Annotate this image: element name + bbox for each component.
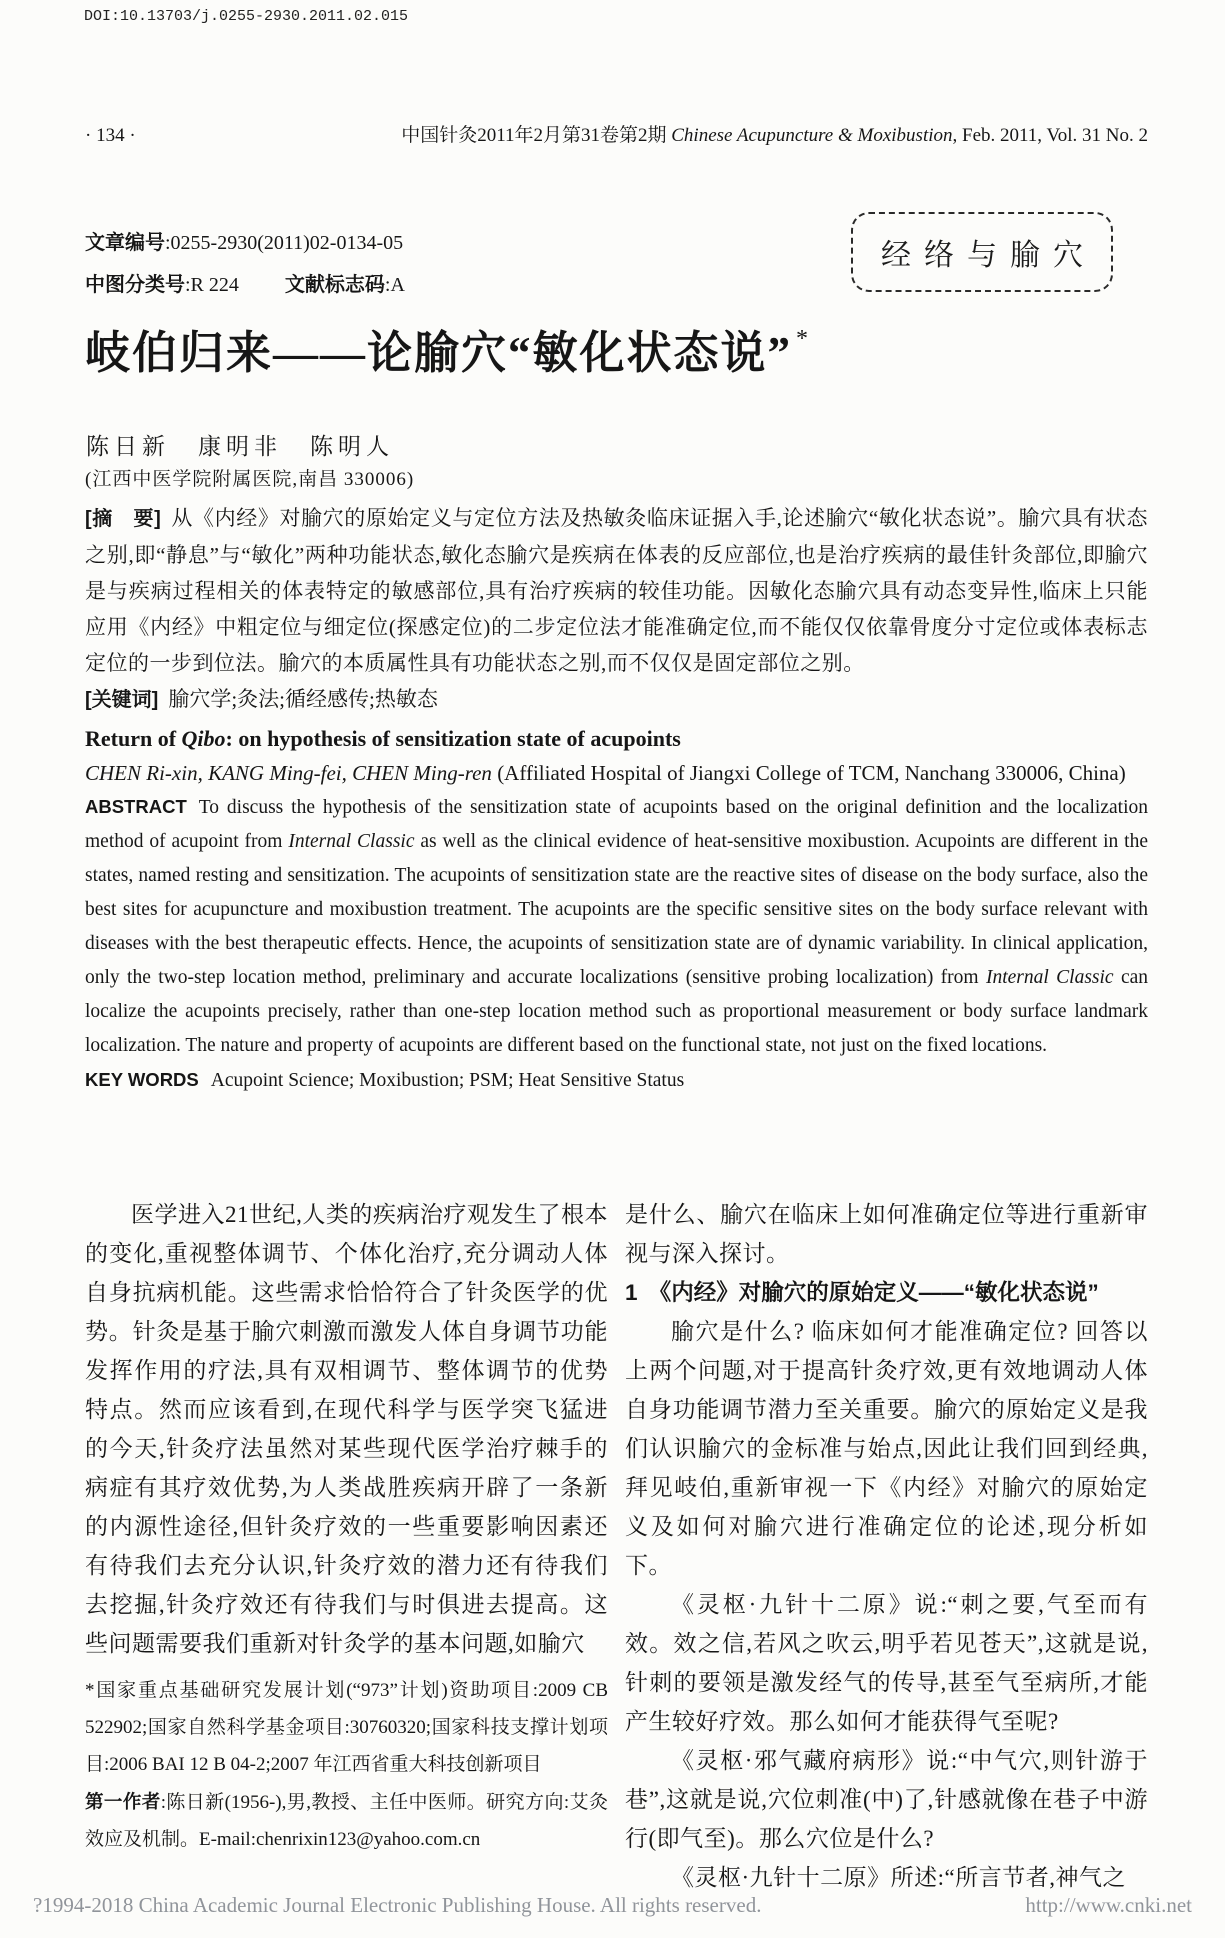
title-en-pre: Return of	[85, 726, 182, 751]
journal-issue-info: , Feb. 2011, Vol. 31 No. 2	[952, 125, 1148, 146]
running-head	[85, 120, 1148, 147]
first-author-footnote	[85, 1783, 608, 1858]
abstract-en	[85, 790, 1148, 1063]
first-author-label: 第一作者	[85, 1791, 161, 1812]
column-category-label: 经络与腧穴	[881, 239, 1096, 272]
doc-code-value: :A	[384, 274, 405, 296]
keywords-zh	[85, 681, 1148, 718]
body-column-right	[625, 1195, 1148, 1890]
affiliation-zh: (江西中医学院附属医院,南昌 330006)	[85, 469, 415, 490]
authors-zh: 陈日新 康明非 陈明人	[86, 434, 394, 459]
article-id-label: 文章编号	[85, 232, 165, 254]
authors-en	[85, 756, 1148, 790]
abstract-en-label: ABSTRACT	[85, 796, 187, 817]
title-en-italic: Qibo	[181, 726, 226, 751]
journal-info	[401, 120, 1148, 147]
body-paragraph: 腧穴是什么? 临床如何才能准确定位? 回答以上两个问题,对于提高针灸疗效,更有效地调动人体自身功能调节潜力至关重要。腧穴的原始定义是我们认识腧穴的金标准与始点,因此让我们回到经典,拜见岐伯,重新审视一下《内经》对腧穴的原始定义及如何对腧穴进行准确定位的论述,现分析如下。	[625, 1319, 1148, 1578]
cnki-url: http://www.cnki.net	[1025, 1893, 1192, 1917]
abstract-section	[85, 500, 1148, 1197]
journal-title-en: Chinese Acupuncture & Moxibustion	[671, 125, 953, 146]
body-column-left	[85, 1195, 608, 1890]
keywords-zh-text: 腧穴学;灸法;循经感传;热敏态	[168, 687, 438, 711]
clc-value: :R 224	[185, 274, 239, 296]
doi-text: DOI:10.13703/j.0255-2930.2011.02.015	[84, 8, 409, 25]
abstract-en-p3: can localize the acupoints precisely, rather than one-step location method such as proportional measurement or body surface landmark localization. The nature and property of acupoints are different based on the functional state, not just on the fixed locations.	[85, 967, 1148, 1056]
article-title	[85, 316, 810, 381]
keywords-zh-label: [关键词]	[85, 689, 159, 711]
section-heading-1: 1 《内经》对腧穴的原始定义——“敏化状态说”	[625, 1280, 1099, 1305]
clc-label: 中图分类号	[85, 274, 185, 296]
keywords-en-label: KEY WORDS	[85, 1069, 199, 1090]
abstract-zh-label: [摘 要]	[85, 508, 162, 530]
article-id-line	[85, 222, 405, 264]
abstract-en-italic2: Internal Classic	[985, 967, 1114, 988]
body-paragraph: 《灵枢·九针十二原》所述:“所言节者,神气之	[671, 1865, 1127, 1890]
body-paragraph: 医学进入21世纪,人类的疾病治疗观发生了根本的变化,重视整体调节、个体化治疗,充分调动人体自身抗病机能。这些需求恰恰符合了针灸医学的优势。针灸是基于腧穴刺激而激发人体自身调节功能发挥作用的疗法,具有双相调节、整体调节的优势特点。然而应该看到,在现代科学与医学突飞猛进的今天,针灸疗法虽然对某些现代医学治疗棘手的病症有其疗效优势,为人类战胜疾病开辟了一条新的内源性途径,但针灸疗效的一些重要影响因素还有待我们去充分认识,针灸疗效的潜力还有待我们去挖掘,针灸疗效还有待我们与时俱进去提高。这些问题需要我们重新对针灸学的基本问题,如腧穴	[85, 1202, 608, 1656]
keywords-en-text: Acupoint Science; Moxibustion; PSM; Heat Sensitive Status	[210, 1070, 685, 1091]
abstract-en-italic1: Internal Classic	[288, 831, 415, 852]
body-text	[85, 1195, 1148, 1890]
authors-en-names: CHEN Ri-xin, KANG Ming-fei, CHEN Ming-ren	[85, 761, 492, 785]
copyright-text: ?1994-2018 China Academic Journal Electronic Publishing House. All rights reserved.	[33, 1893, 762, 1917]
keywords-en	[85, 1063, 1148, 1098]
authors-en-affiliation: (Affiliated Hospital of Jiangxi College of TCM, Nanchang 330006, China)	[491, 761, 1126, 785]
body-paragraph: 《灵枢·邪气藏府病形》说:“中气穴,则针游于巷”,这就是说,穴位刺准(中)了,针感就像在巷子中游行(即气至)。那么穴位是什么?	[625, 1748, 1148, 1851]
first-author-text: :陈日新(1956-),男,教授、主任中医师。研究方向:艾灸效应及机制。E-mail:chenrixin123@yahoo.com.cn	[85, 1792, 608, 1850]
abstract-en-p2: as well as the clinical evidence of heat-sensitive moxibustion. Acupoints are different in the states, named resting and sensitization. The acupoints of sensitization state are the reactive sites of disease on the body surface, also the best sites for acupuncture and moxibustion treatment. The acupoints are the specific sensitive sites on the body surface relevant with diseases with the best therapeutic effects. Hence, the acupoints of sensitization state are of dynamic variability. In clinical application, only the two-step location method, preliminary and accurate localizations (sensitive probing localization) from	[85, 831, 1148, 988]
abstract-zh-text: 从《内经》对腧穴的原始定义与定位方法及热敏灸临床证据入手,论述腧穴“敏化状态说”。腧穴具有状态之别,即“静息”与“敏化”两种功能状态,敏化态腧穴是疾病在体表的反应部位,也是治疗疾病的最佳针灸部位,即腧穴是与疾病过程相关的体表特定的敏感部位,具有治疗疾病的较佳功能。因敏化态腧穴具有动态变异性,临床上只能应用《内经》中粗定位与细定位(探感定位)的二步定位法才能准确定位,而不能仅仅依靠骨度分寸定位或体表标志定位的一步到位法。腧穴的本质属性具有功能状态之别,而不仅仅是固定部位之别。	[85, 506, 1148, 675]
abstract-zh	[85, 500, 1148, 681]
footnote-block	[85, 1672, 608, 1858]
body-paragraph: 《灵枢·九针十二原》说:“刺之要,气至而有效。效之信,若风之吹云,明乎若见苍天”,这就是说,针刺的要领是激发经气的传导,甚至气至病所,才能产生较好疗效。那么如何才能获得气至呢?	[625, 1592, 1148, 1734]
page-number: · 134 ·	[85, 125, 136, 146]
funding-footnote: *国家重点基础研究发展计划(“973”计划)资助项目:2009 CB 522902;国家自然科学基金项目:30760320;国家科技支撑计划项目:2006 BAI 12 B 04-2;2007 年江西省重大科技创新项目	[85, 1680, 608, 1775]
article-title-text: 岐伯归来——论腧穴“敏化状态说”	[85, 328, 793, 378]
title-en-post: : on hypothesis of sensitization state of acupoints	[225, 726, 681, 751]
title-footnote-star: *	[796, 326, 811, 352]
journal-title-zh: 中国针灸2011年2月第31卷第2期	[401, 125, 672, 146]
body-paragraph: 是什么、腧穴在临床上如何准确定位等进行重新审视与深入探讨。	[625, 1202, 1148, 1266]
article-id-value: :0255-2930(2011)02-0134-05	[165, 232, 404, 254]
classification-line	[85, 264, 405, 306]
column-category-box	[851, 212, 1113, 292]
abstract-en-p1: To discuss the hypothesis of the sensitization state of acupoints based on the original definition and the localization method of acupoint from	[85, 797, 1148, 852]
article-meta	[85, 222, 405, 306]
title-en	[85, 722, 1148, 756]
doc-code-label: 文献标志码	[284, 274, 385, 296]
copyright-footer	[33, 1893, 1192, 1918]
